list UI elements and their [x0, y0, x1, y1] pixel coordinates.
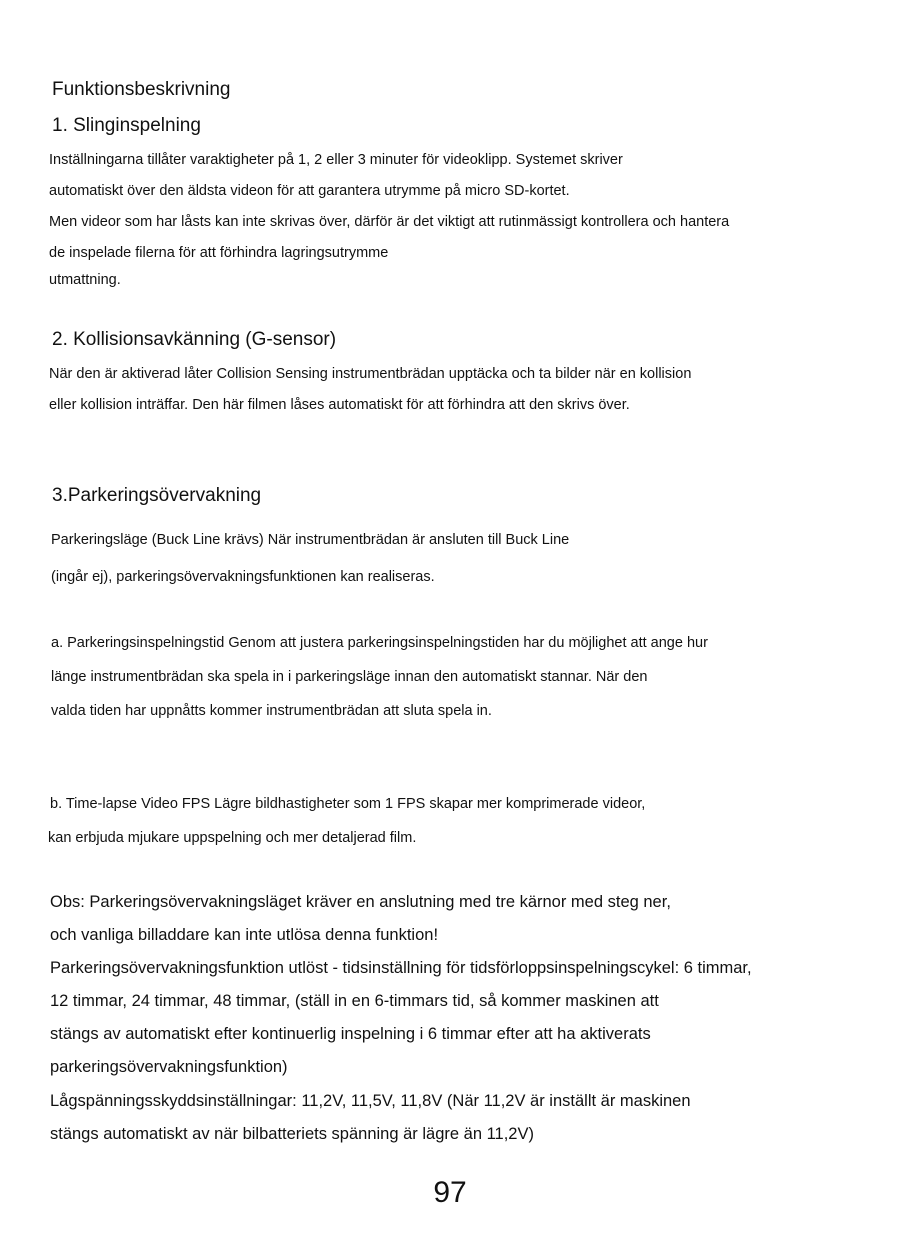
note-line: parkeringsövervakningsfunktion): [50, 1058, 288, 1076]
note-line: Obs: Parkeringsövervakningsläget kräver en anslutning med tre kärnor med steg ner,: [50, 893, 671, 911]
paragraph-line: länge instrumentbrädan ska spela in i parkeringsläge innan den automatiskt stannar. När den: [51, 669, 648, 685]
paragraph-line: (ingår ej), parkeringsövervakningsfunktionen kan realiseras.: [51, 569, 435, 585]
paragraph-line: Inställningarna tillåter varaktigheter på 1, 2 eller 3 minuter för videoklipp. Systemet skriver: [49, 152, 623, 168]
paragraph-line: valda tiden har uppnåtts kommer instrumentbrädan att sluta spela in.: [51, 703, 492, 719]
paragraph-line: kan erbjuda mjukare uppspelning och mer detaljerad film.: [48, 830, 417, 846]
note-line: och vanliga billaddare kan inte utlösa denna funktion!: [50, 926, 439, 944]
note-line: Lågspänningsskyddsinställningar: 11,2V, 11,5V, 11,8V (När 11,2V är inställt är maskinen: [50, 1092, 691, 1110]
section-heading-parking-monitoring: 3.Parkeringsövervakning: [52, 485, 262, 506]
paragraph-line: Men videor som har låsts kan inte skrivas över, därför är det viktigt att rutinmässigt kontrollera och hantera: [49, 214, 730, 230]
paragraph-line: När den är aktiverad låter Collision Sensing instrumentbrädan upptäcka och ta bilder när en kollision: [49, 366, 692, 382]
section-heading-loop-recording: 1. Slinginspelning: [52, 115, 201, 136]
page-number: 97: [433, 1176, 467, 1209]
paragraph-line: Parkeringsläge (Buck Line krävs) När instrumentbrädan är ansluten till Buck Line: [51, 532, 570, 548]
paragraph-line: eller kollision inträffar. Den här filmen låses automatiskt för att förhindra att den skrivs över.: [49, 397, 630, 413]
paragraph-line: a. Parkeringsinspelningstid Genom att justera parkeringsinspelningstiden har du möjlighet att ange hur: [51, 635, 708, 651]
note-line: stängs automatiskt av när bilbatteriets spänning är lägre än 11,2V): [50, 1125, 534, 1143]
note-line: Parkeringsövervakningsfunktion utlöst - tidsinställning för tidsförloppsinspelningscykel: 6 timmar,: [50, 959, 752, 977]
paragraph-line: de inspelade filerna för att förhindra lagringsutrymme: [49, 245, 389, 261]
note-line: stängs av automatiskt efter kontinuerlig inspelning i 6 timmar efter att ha aktiverats: [50, 1025, 651, 1043]
note-line: 12 timmar, 24 timmar, 48 timmar, (ställ in en 6-timmars tid, så kommer maskinen att: [50, 992, 659, 1010]
paragraph-line: b. Time-lapse Video FPS Lägre bildhastigheter som 1 FPS skapar mer komprimerade videor,: [50, 796, 646, 812]
document-title: Funktionsbeskrivning: [52, 79, 231, 100]
section-heading-collision-sensing: 2. Kollisionsavkänning (G-sensor): [52, 329, 337, 350]
paragraph-line: automatiskt över den äldsta videon för att garantera utrymme på micro SD-kortet.: [49, 183, 570, 199]
paragraph-line: utmattning.: [49, 272, 121, 288]
